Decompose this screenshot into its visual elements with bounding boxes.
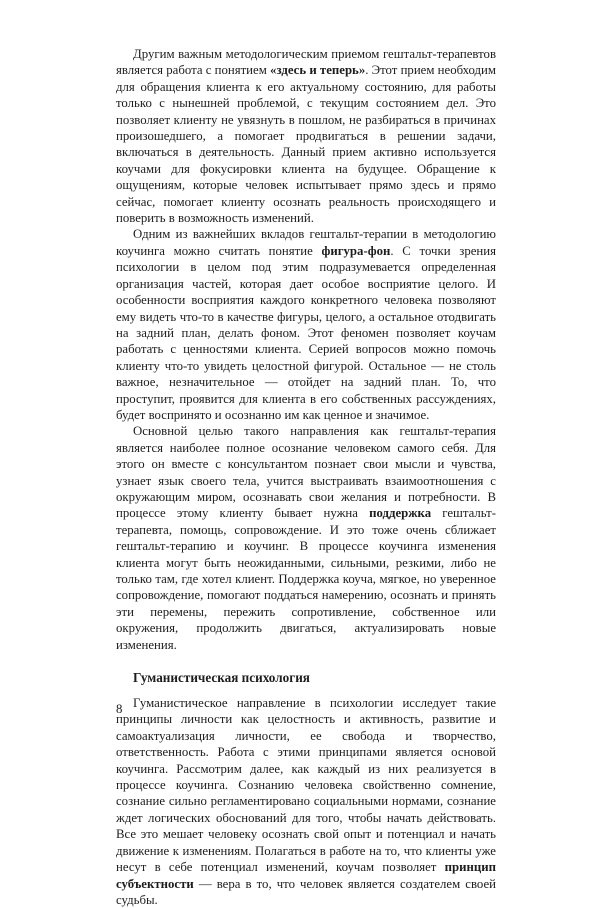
paragraph-text: гештальт-терапевта, помощь, сопровождение. И это тоже очень сближает гештальт-терапию и коучинг. В процессе коучинга изменения клиента могут быть неожиданными, сильными, резкими, либо не только там, где хотел клиент. Поддержка коуча, мягкое, но уверенное сопровождение, помогают поддаться намерению, осознать и принять эти перемены, пережить сопротивление, собственное или окружения, продолжить двигаться, актуализировать новые изменения. <box>116 506 496 652</box>
paragraph-text: — вера в то, что человек является создателем своей судьбы. <box>116 876 496 907</box>
term-support: поддержка <box>369 506 432 521</box>
paragraph-support <box>116 423 496 653</box>
paragraph-text: Основной целью такого направления как гештальт-терапия является наиболее полное осознание человеком самого себя. Для этого он вместе с консультантом познает свои мысли и чувства, узнает язык своего тела, учится выстраивать взаимоотношения с окружающим миром, осознавать свои желания и потребности. В процессе этому клиенту бывает нужна <box>116 424 496 521</box>
paragraph-here-and-now <box>116 46 496 226</box>
paragraph-text: . С точки зрения психологии в целом под этим подразумевается определенная организация частей, которая дает особое восприятие целого. И особенности восприятия каждого конкретного человека позволяют ему видеть что-то в качестве фигуры, целого, а остальное отодвигать на задний план, делать фоном. Этот феномен позволяет коучам работать с ценностями клиента. Серией вопросов можно помочь клиенту что-то увидеть целостной фигурой. Остальное — не столь важное, незначительное — отойдет на задний план. То, что проступит, проявится для клиента в его собственных рассуждениях, будет воспринято и осознанно им как ценное и значимое. <box>116 243 496 422</box>
paragraph-text: Одним из важнейших вкладов гештальт-терапии в методологию коучинга можно считать понятие <box>116 227 496 258</box>
paragraph-text: . Этот прием необходим для обращения клиента к его актуальному состоянию, для работы только с нынешней проблемой, с текущим состоянием дел. Это позволяет клиенту не увязнуть в пошлом, не разбираться в причинах произошедшего, а помогает продвигаться в решении задачи, включаться в деятельность. Данный прием активно используется коучами для фокусировки клиента на будущее. Обращение к ощущениям, которые человек испытывает прямо здесь и прямо сейчас, помогает клиенту осознать реальность происходящего и поверить в возможность изменений. <box>116 63 497 226</box>
section-heading: Гуманистическая психология <box>133 670 310 686</box>
term-figure-ground: фигура-фон <box>321 243 391 258</box>
page-body <box>116 46 496 908</box>
paragraph-text: Гуманистическое направление в психологии исследует такие принципы личности как целостность и активность, развитие и самоактуализация личности, ее свобода и творчество, ответственность. Работа с этими принципами является основой коучинга. Рассмотрим далее, как каждый из них реализуется в процессе коучинга. Сознанию человека свойственно сомнение, сознание сильно регламентировано социальными нормами, сознание ждет логических обоснований для того, чтобы начать действовать. Все это мешает человеку осознать свой опыт и потенциал и начать движение к изменениям. Полагаться в работе на то, что клиенты уже несут в себе потенциал изменений, коучам позволяет <box>116 696 496 875</box>
page-number: 8 <box>116 702 123 716</box>
paragraph-humanistic <box>116 695 496 908</box>
term-here-and-now: «здесь и теперь» <box>270 63 366 78</box>
term-subjectivity-principle: принцип субъектности <box>116 860 496 891</box>
paragraph-figure-ground <box>116 226 496 423</box>
paragraph-text: Другим важным методологическим приемом гештальт-терапевтов является работа с понятием <box>116 47 496 78</box>
